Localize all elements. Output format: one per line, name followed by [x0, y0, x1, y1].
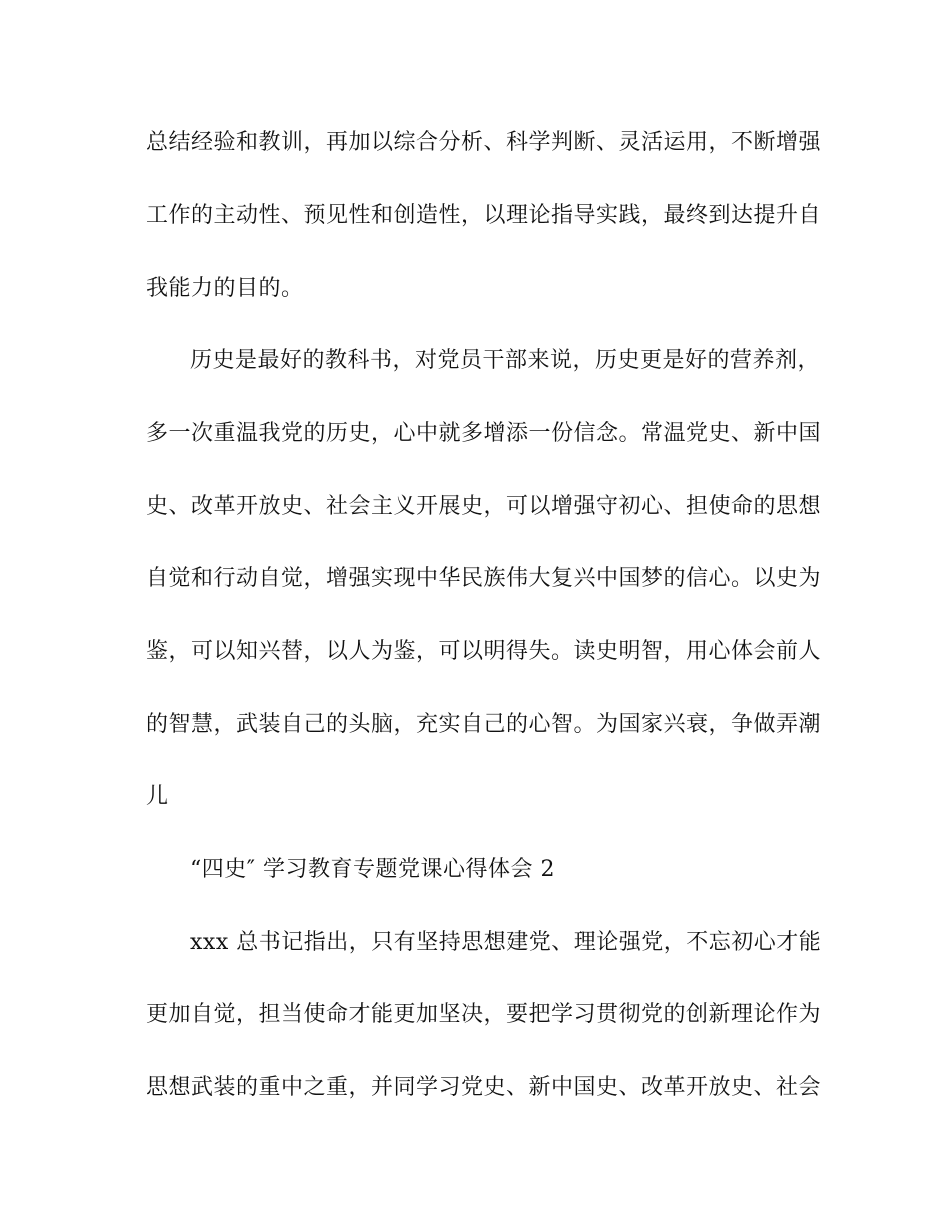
paragraph-line: 思想武装的重中之重，并同学习党史、新中国史、改革开放史、社会: [146, 1075, 822, 1100]
paragraph-line: 多一次重温我党的历史，心中就多增添一份信念。常温党史、新中国: [146, 421, 822, 446]
paragraph-line: 儿: [146, 784, 169, 809]
paragraph-line: 工作的主动性、预见性和创造性，以理论指导实践，最终到达提升自: [146, 203, 822, 228]
paragraph-line: xxx 总书记指出，只有坚持思想建党、理论强党，不忘初心才能: [190, 930, 822, 955]
paragraph-line: 自觉和行动自觉，增强实现中华民族伟大复兴中国梦的信心。以史为: [146, 566, 822, 591]
paragraph-line: 历史是最好的教科书，对党员干部来说，历史更是好的营养剂，: [190, 348, 821, 373]
paragraph-line: 的智慧，武装自己的头脑，充实自己的心智。为国家兴衰，争做弄潮: [146, 712, 822, 737]
paragraph-line: 史、改革开放史、社会主义开展史，可以增强守初心、担使命的思想: [146, 494, 822, 519]
section-heading: “四史″ 学习教育专题党课心得体会 2: [190, 857, 555, 882]
paragraph-line: 总结经验和教训，再加以综合分析、科学判断、灵活运用，不断增强: [146, 130, 822, 155]
paragraph-line: 鉴，可以知兴替，以人为鉴，可以明得失。读史明智，用心体会前人: [146, 639, 822, 664]
paragraph-line: 我能力的目的。: [146, 276, 304, 301]
paragraph-line: 更加自觉，担当使命才能更加坚决，要把学习贯彻党的创新理论作为: [146, 1002, 822, 1027]
